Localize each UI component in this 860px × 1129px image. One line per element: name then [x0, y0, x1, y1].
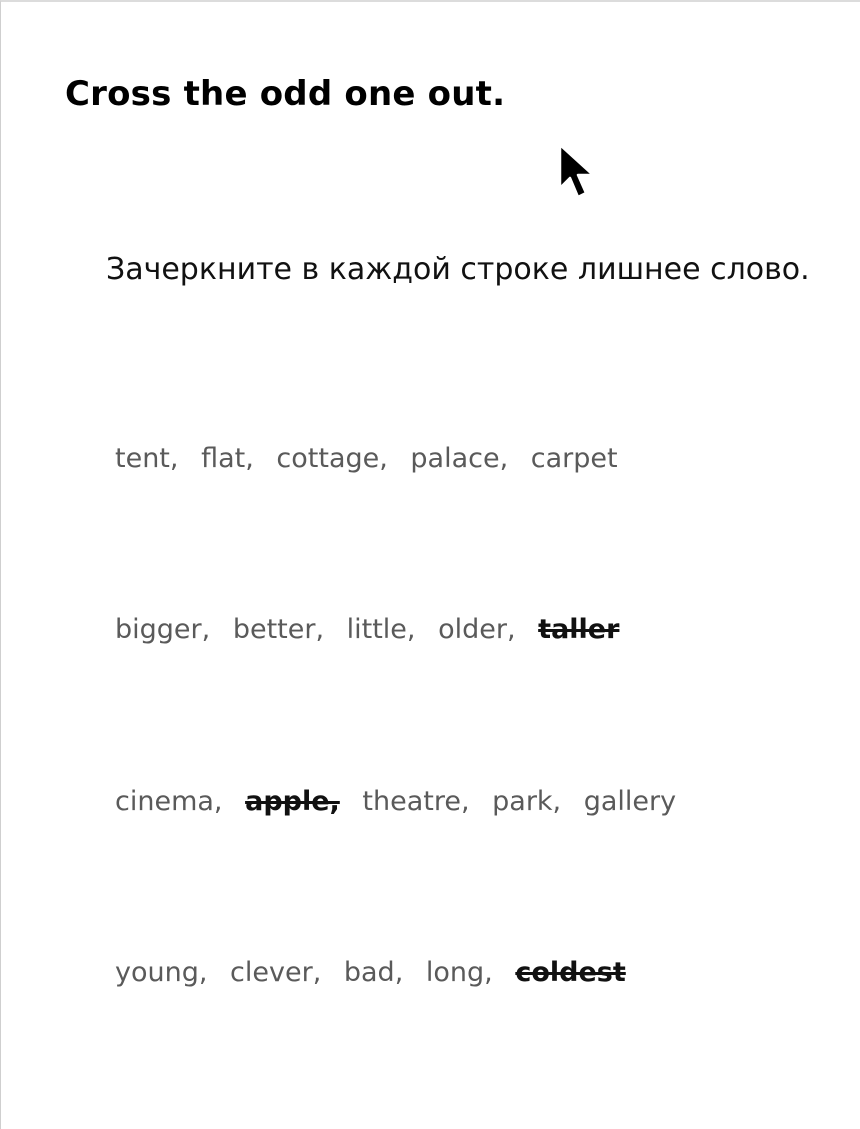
word-item[interactable]: long,: [425, 957, 493, 988]
word-row-4: [115, 957, 640, 988]
word-item[interactable]: bad,: [343, 957, 404, 988]
word-item[interactable]: young,: [115, 957, 208, 988]
word-row-1: [115, 443, 632, 474]
word-item[interactable]: bigger,: [115, 614, 211, 645]
word-row-2: [115, 614, 633, 645]
crossed-out-word[interactable]: coldest: [515, 957, 626, 988]
word-item[interactable]: palace,: [410, 443, 509, 474]
crossed-out-word[interactable]: taller: [538, 614, 620, 645]
word-item[interactable]: clever,: [230, 957, 322, 988]
word-item[interactable]: tent,: [115, 443, 179, 474]
word-item[interactable]: park,: [492, 786, 562, 817]
word-item[interactable]: cottage,: [276, 443, 388, 474]
exercise-instruction: Зачеркните в каждой строке лишнее слово.: [106, 252, 810, 287]
word-item[interactable]: little,: [346, 614, 416, 645]
word-item[interactable]: older,: [438, 614, 516, 645]
crossed-out-word[interactable]: apple,: [245, 786, 340, 817]
word-item[interactable]: flat,: [201, 443, 254, 474]
word-item[interactable]: carpet: [530, 443, 618, 474]
exercise-title: Cross the odd one out.: [65, 74, 506, 114]
word-item[interactable]: cinema,: [115, 786, 223, 817]
mouse-pointer-icon: [557, 142, 599, 204]
word-row-3: [115, 786, 690, 817]
word-item[interactable]: gallery: [583, 786, 677, 817]
word-item[interactable]: theatre,: [362, 786, 470, 817]
word-item[interactable]: better,: [232, 614, 325, 645]
